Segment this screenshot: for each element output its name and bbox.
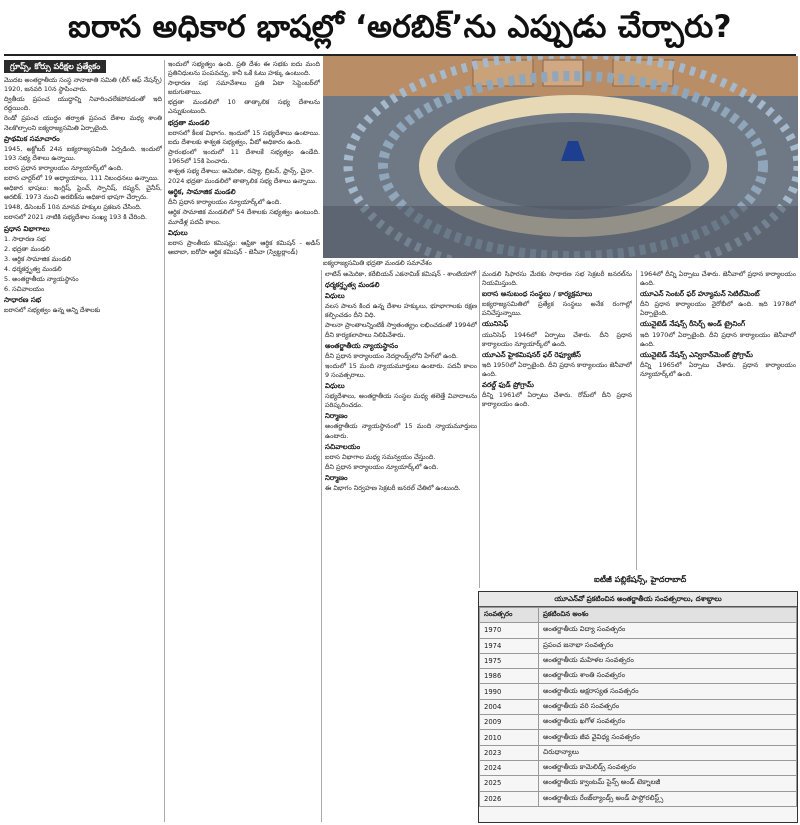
paragraph: 1945, అక్టోబర్ 24న ఐక్యరాజ్యసమితి ఏర్పడింది. ఇందులో 193 సభ్య దేశాలు ఉన్నాయి.	[4, 144, 162, 162]
table-row	[480, 730, 797, 745]
paragraph: మండలి సిఫారసు మేరకు సాధారణ సభ సెక్రటరీ జనరల్‌ను నియమిస్తుంది.	[482, 270, 632, 288]
years-table	[479, 607, 797, 807]
paragraph: దీని ప్రధాన కార్యాలయం నైరోబీలో ఉంది. ఇది 1978లో ఏర్పాటైంది.	[640, 300, 796, 318]
table-row	[480, 684, 797, 699]
cell-year: 1975	[480, 653, 539, 668]
cell-name: ప్రపంచ జనాభా సంవత్సరం	[539, 638, 797, 653]
paragraph: ఐరాస ప్రాంతీయ కమిషన్లు: ఆఫ్రికా ఆర్థిక కమిషన్ - అడిస్ అబాబా, ఐరోపా ఆర్థిక కమిషన్ - జెనీవా (స్విట్జర్లాండ్)	[168, 238, 320, 256]
column-4	[482, 270, 632, 570]
paragraph: యునిసెఫ్ 1946లో ఏర్పాటు చేశారు. దీని ప్రధాన కార్యాలయం న్యూయార్క్‌లో ఉంది.	[482, 330, 632, 348]
paragraph: ఐరాసలో 2021 నాటికి సభ్యదేశాల సంఖ్య 193 కి చేరింది.	[4, 213, 148, 222]
council-chamber-image	[323, 56, 798, 258]
cell-year: 1990	[480, 684, 539, 699]
paragraph: అధికార భాషలు: ఇంగ్లిష్, ఫ్రెంచ్, స్పానిష్, రష్యన్, చైనీస్, అరబిక్. 1973 నుంచి అరబిక్‌ను అధికార భాషగా చేర్చారు.	[4, 184, 162, 202]
table-title: యూఎన్‌వో ప్రకటించిన అంతర్జాతీయ సంవత్సరాలు, దశాబ్దాలు	[479, 592, 797, 607]
subheading: యునిసెఫ్	[482, 320, 509, 329]
subheading: ధర్మకర్తృత్వ మండలి	[325, 281, 380, 290]
subheading: విధులు	[325, 292, 345, 301]
cell-name: అంతర్జాతీయ వరి సంవత్సరం	[539, 699, 797, 714]
cell-name: అంతర్జాతీయ మహిళల సంవత్సరం	[539, 653, 797, 668]
column-divider	[636, 270, 637, 570]
subheading: యూఎన్‌ హైకమిషనర్‌ ఫర్‌ రెఫ్యూజీస్‌	[482, 350, 581, 359]
cell-name: అంతర్జాతీయ విద్యా సంవత్సరం	[539, 623, 797, 638]
subheading: ఆర్థిక, సామాజిక మండలి	[168, 188, 236, 197]
paragraph: ఐరాస ప్రధాన కార్యాలయం న్యూయార్క్‌లో ఉంది.	[4, 163, 124, 172]
subheading: ప్రధాన విభాగాలు	[4, 224, 50, 233]
subheading: నిర్మాణం	[325, 412, 348, 421]
column-1	[4, 60, 162, 822]
table-row	[480, 715, 797, 730]
table-row	[480, 638, 797, 653]
paragraph: 1948, డిసెంబర్ 10న మానవ హక్కుల ప్రకటన చేసింది.	[4, 203, 142, 212]
header-year: సంవత్సరం	[480, 608, 539, 623]
table-row	[480, 776, 797, 791]
cell-year: 2026	[480, 791, 539, 806]
subheading: విధులు	[325, 382, 345, 391]
paragraph: ఇందులో 15 మంది న్యాయమూర్తులు ఉంటారు. పదవీ కాలం 9 సంవత్సరాలు.	[325, 361, 477, 379]
cell-year: 2009	[480, 715, 539, 730]
paragraph: వలస పాలన కింద ఉన్న దేశాల హక్కులు, భూభాగాలకు రక్షణ కల్పించడం దీని విధి.	[325, 302, 477, 320]
subheading: యునైటెడ్‌ నేషన్స్‌ రీసెర్చ్‌ అండ్‌ ట్రైనింగ్‌	[640, 320, 746, 329]
paragraph: ద్వితీయ ప్రపంచ యుద్ధాన్ని నివారించలేకపోవడంతో ఇది రద్దయింది.	[4, 95, 162, 113]
column-5	[640, 270, 796, 570]
cell-year: 2025	[480, 776, 539, 791]
paragraph: దీని ప్రధాన కార్యాలయం న్యూయార్క్‌లో ఉంది.	[325, 462, 439, 471]
cell-year: 2024	[480, 760, 539, 775]
subheading: నిర్మాణం	[325, 473, 348, 482]
subheading: ఐరాస అనుబంధ సంస్థలు / కార్యక్రమాలు	[482, 290, 593, 299]
column-divider	[164, 60, 165, 822]
paragraph: ఆర్థిక సామాజిక మండలిలో 54 దేశాలకు సభ్యత్వం ఉంటుంది. మూడేళ్ల పదవీ కాలం.	[168, 208, 320, 226]
paragraph: ఐరాస విభాగాల మధ్య సమన్వయం చేస్తుంది.	[325, 452, 436, 461]
paragraph: పాలనా ప్రాంతాలన్నింటికీ స్వాతంత్య్రం లభించడంతో 1994లో దీని కార్యకలాపాలు నిలిపివేశారు.	[325, 321, 477, 339]
table-row	[480, 623, 797, 638]
list-item: 5. అంతర్జాతీయ న్యాయస్థానం	[4, 274, 79, 283]
paragraph: ఐక్యరాజ్యసమితిలో ప్రత్యేక సంస్థలు అనేక రంగాల్లో పనిచేస్తున్నాయి.	[482, 300, 632, 318]
list-item: 4. ధర్మకర్తృత్వ మండలి	[4, 264, 62, 273]
subheading: యునైటెడ్‌ నేషన్స్‌ ఎన్విరాన్‌మెంట్‌ ప్రోగ్రామ్‌	[640, 350, 753, 359]
section-label: గ్రూప్స్, కోర్సు పరీక్షల ప్రత్యేకం	[4, 60, 106, 73]
subheading: సచివాలయం	[325, 442, 361, 451]
subheading: సాధారణ సభ	[4, 296, 42, 305]
table-row	[480, 745, 797, 760]
paragraph: దీన్ని 1961లో ఏర్పాటు చేశారు. రోమ్‌లో దీని ప్రధాన కార్యాలయం ఉంది.	[482, 391, 632, 409]
table-header-row	[480, 608, 797, 623]
paragraph: దీన్ని 1965లో ఏర్పాటు చేశారు. ప్రధాన కార్యాలయం న్యూయార్క్‌లో ఉంది.	[640, 360, 796, 378]
un-security-council-photo	[323, 56, 798, 258]
photo-caption: ఐక్యరాజ్యసమితి భద్రతా మండలి సమావేశం	[323, 259, 432, 267]
subheading: వరల్డ్‌ ఫుడ్‌ ప్రోగ్రామ్‌	[482, 381, 534, 390]
subheading: యూఎన్‌ సెంటర్‌ ఫర్‌ హ్యూమన్‌ సెటిల్‌మెంట్‌	[640, 290, 760, 299]
paragraph: 1964లో దీన్ని ఏర్పాటు చేశారు. జెనీవాలో ప్రధాన కార్యాలయం ఉంది.	[640, 270, 796, 288]
subheading: విధులు	[168, 228, 188, 237]
paragraph: సభ్యదేశాలు, అంతర్జాతీయ సంస్థల మధ్య తలెత్తే వివాదాలను పరిష్కరించడం.	[325, 392, 477, 410]
list-item: 1. సాధారణ సభ	[4, 234, 46, 243]
paragraph: ఐరాసలో కీలక విభాగం. ఇందులో 15 సభ్యదేశాలు ఉంటాయి. ఐదు దేశాలకు శాశ్వత సభ్యత్వం, వీటో అధికారం ఉంది.	[168, 128, 320, 146]
paragraph: సాధారణ సభ సమావేశాలు ప్రతి ఏటా సెప్టెంబర్‌లో జరుగుతాయి.	[168, 79, 320, 97]
cell-name: అంతర్జాతీయ జీవ వైవిధ్య సంవత్సరం	[539, 730, 797, 745]
paragraph: 2024 భద్రతా మండలిలో తాత్కాలిక సభ్య దేశాలు ఉన్నాయి.	[168, 177, 318, 186]
headline: ఐరాస అధికార భాషల్లో ‘అరబిక్’ను ఎప్పుడు చేర్చారు?	[68, 9, 732, 45]
publication-credit: ఐటీజీ పబ్లికేషన్స్‌, హైదరాబాద్‌	[594, 575, 687, 584]
subheading: ప్రాథమిక సమాచారం	[4, 134, 60, 143]
paragraph: ఐరాసలో సభ్యత్వం ఉన్న అన్ని దేశాలకు	[4, 306, 101, 315]
cell-year: 2010	[480, 730, 539, 745]
cell-year: 1970	[480, 623, 539, 638]
cell-name: చిరుధాన్యాలు	[539, 745, 797, 760]
table-row	[480, 760, 797, 775]
paragraph: ఈ విభాగం నిర్వహణ సెక్రటరీ జనరల్ చేతిలో ఉంటుంది.	[325, 483, 461, 492]
table-row	[480, 669, 797, 684]
cell-year: 1974	[480, 638, 539, 653]
column-divider	[479, 270, 480, 588]
cell-name: అంతర్జాతీయ కామెలిడ్స్‌ సంవత్సరం	[539, 760, 797, 775]
cell-year: 2004	[480, 699, 539, 714]
list-item: 3. ఆర్థిక సామాజిక మండలి	[4, 254, 72, 263]
table-row	[480, 791, 797, 806]
paragraph: రెండో ప్రపంచ యుద్ధం తర్వాత ప్రపంచ దేశాల మధ్య శాంతి నెలకొల్పాలని ఐక్యరాజ్యసమితి ఏర్పాటైంది.	[4, 114, 162, 132]
list-item: 6. సచివాలయం	[4, 285, 45, 294]
list-item: 2. భద్రతా మండలి	[4, 244, 50, 253]
paragraph: ఇది 1950లో ఏర్పాటైంది. దీని ప్రధాన కార్యాలయం జెనీవాలో ఉంది.	[482, 360, 632, 378]
cell-year: 1986	[480, 669, 539, 684]
cell-name: అంతర్జాతీయ ఖగోళ సంవత్సరం	[539, 715, 797, 730]
column-2	[168, 60, 320, 822]
paragraph: ఇందులో సభ్యత్వం ఉంది. ప్రతి దేశం ఈ సభకు ఐదు మంది ప్రతినిధులను పంపవచ్చు. కానీ ఒకే ఓటు హక్కు ఉంటుంది.	[168, 60, 320, 78]
cell-name: అంతర్జాతీయ క్వాంటమ్‌ సైన్స్‌ అండ్‌ టెక్నాలజీ	[539, 776, 797, 791]
paragraph: శాశ్వత సభ్య దేశాలు: అమెరికా, రష్యా, బ్రిటన్, ఫ్రాన్స్, చైనా.	[168, 167, 314, 176]
subheading: భద్రతా మండలి	[168, 118, 210, 127]
paragraph: ఇది 1970లో ఏర్పాటైంది. దీని ప్రధాన కార్యాలయం జెనీవాలో ఉంది.	[640, 330, 796, 348]
paragraph: మొదట అంతర్జాతీయ సంస్థ నానాజాతి సమితి (లీగ్ ఆఫ్ నేషన్స్) 1920, జనవరి 10న స్థాపించారు.	[4, 76, 162, 94]
cell-name: అంతర్జాతీయ శాంతి సంవత్సరం	[539, 669, 797, 684]
table-row	[480, 699, 797, 714]
cell-name: అంతర్జాతీయ అక్షరాస్యత సంవత్సరం	[539, 684, 797, 699]
paragraph: అంతర్జాతీయ న్యాయస్థానంలో 15 మంది న్యాయమూర్తులు ఉంటారు.	[325, 422, 477, 440]
header-name: ప్రకటించిన అంశం	[539, 608, 797, 623]
paragraph: భద్రతా మండలిలో 10 తాత్కాలిక సభ్య దేశాలను ఎన్నుకుంటుంది.	[168, 98, 320, 116]
cell-year: 2023	[480, 745, 539, 760]
column-3	[325, 270, 477, 822]
paragraph: ఐరాస చార్టర్‌లో 19 అధ్యాయాలు, 111 నిబంధనలు ఉన్నాయి.	[4, 174, 159, 183]
paragraph: ప్రారంభంలో ఇందులో 11 దేశాలకే సభ్యత్వం ఉండేది. 1965లో 15కి పెంచారు.	[168, 147, 320, 165]
column-divider	[321, 270, 322, 822]
cell-name: అంతర్జాతీయ రేంజ్‌ల్యాండ్స్‌ అండ్‌ పాస్టోరలిస్ట్స్‌	[539, 791, 797, 806]
paragraph: దీని ప్రధాన కార్యాలయం నెదర్లాండ్స్‌లోని హేగ్‌లో ఉంది.	[325, 351, 459, 360]
table-row	[480, 653, 797, 668]
paragraph: దీని ప్రధాన కార్యాలయం న్యూయార్క్‌లో ఉంది.	[168, 198, 282, 207]
subheading: అంతర్జాతీయ న్యాయస్థానం	[325, 341, 399, 350]
paragraph: లాటిన్ అమెరికా, కరేబియన్ ఎకనామిక్ కమిషన్ - శాంటియాగో	[325, 270, 477, 278]
international-years-table	[478, 591, 798, 823]
